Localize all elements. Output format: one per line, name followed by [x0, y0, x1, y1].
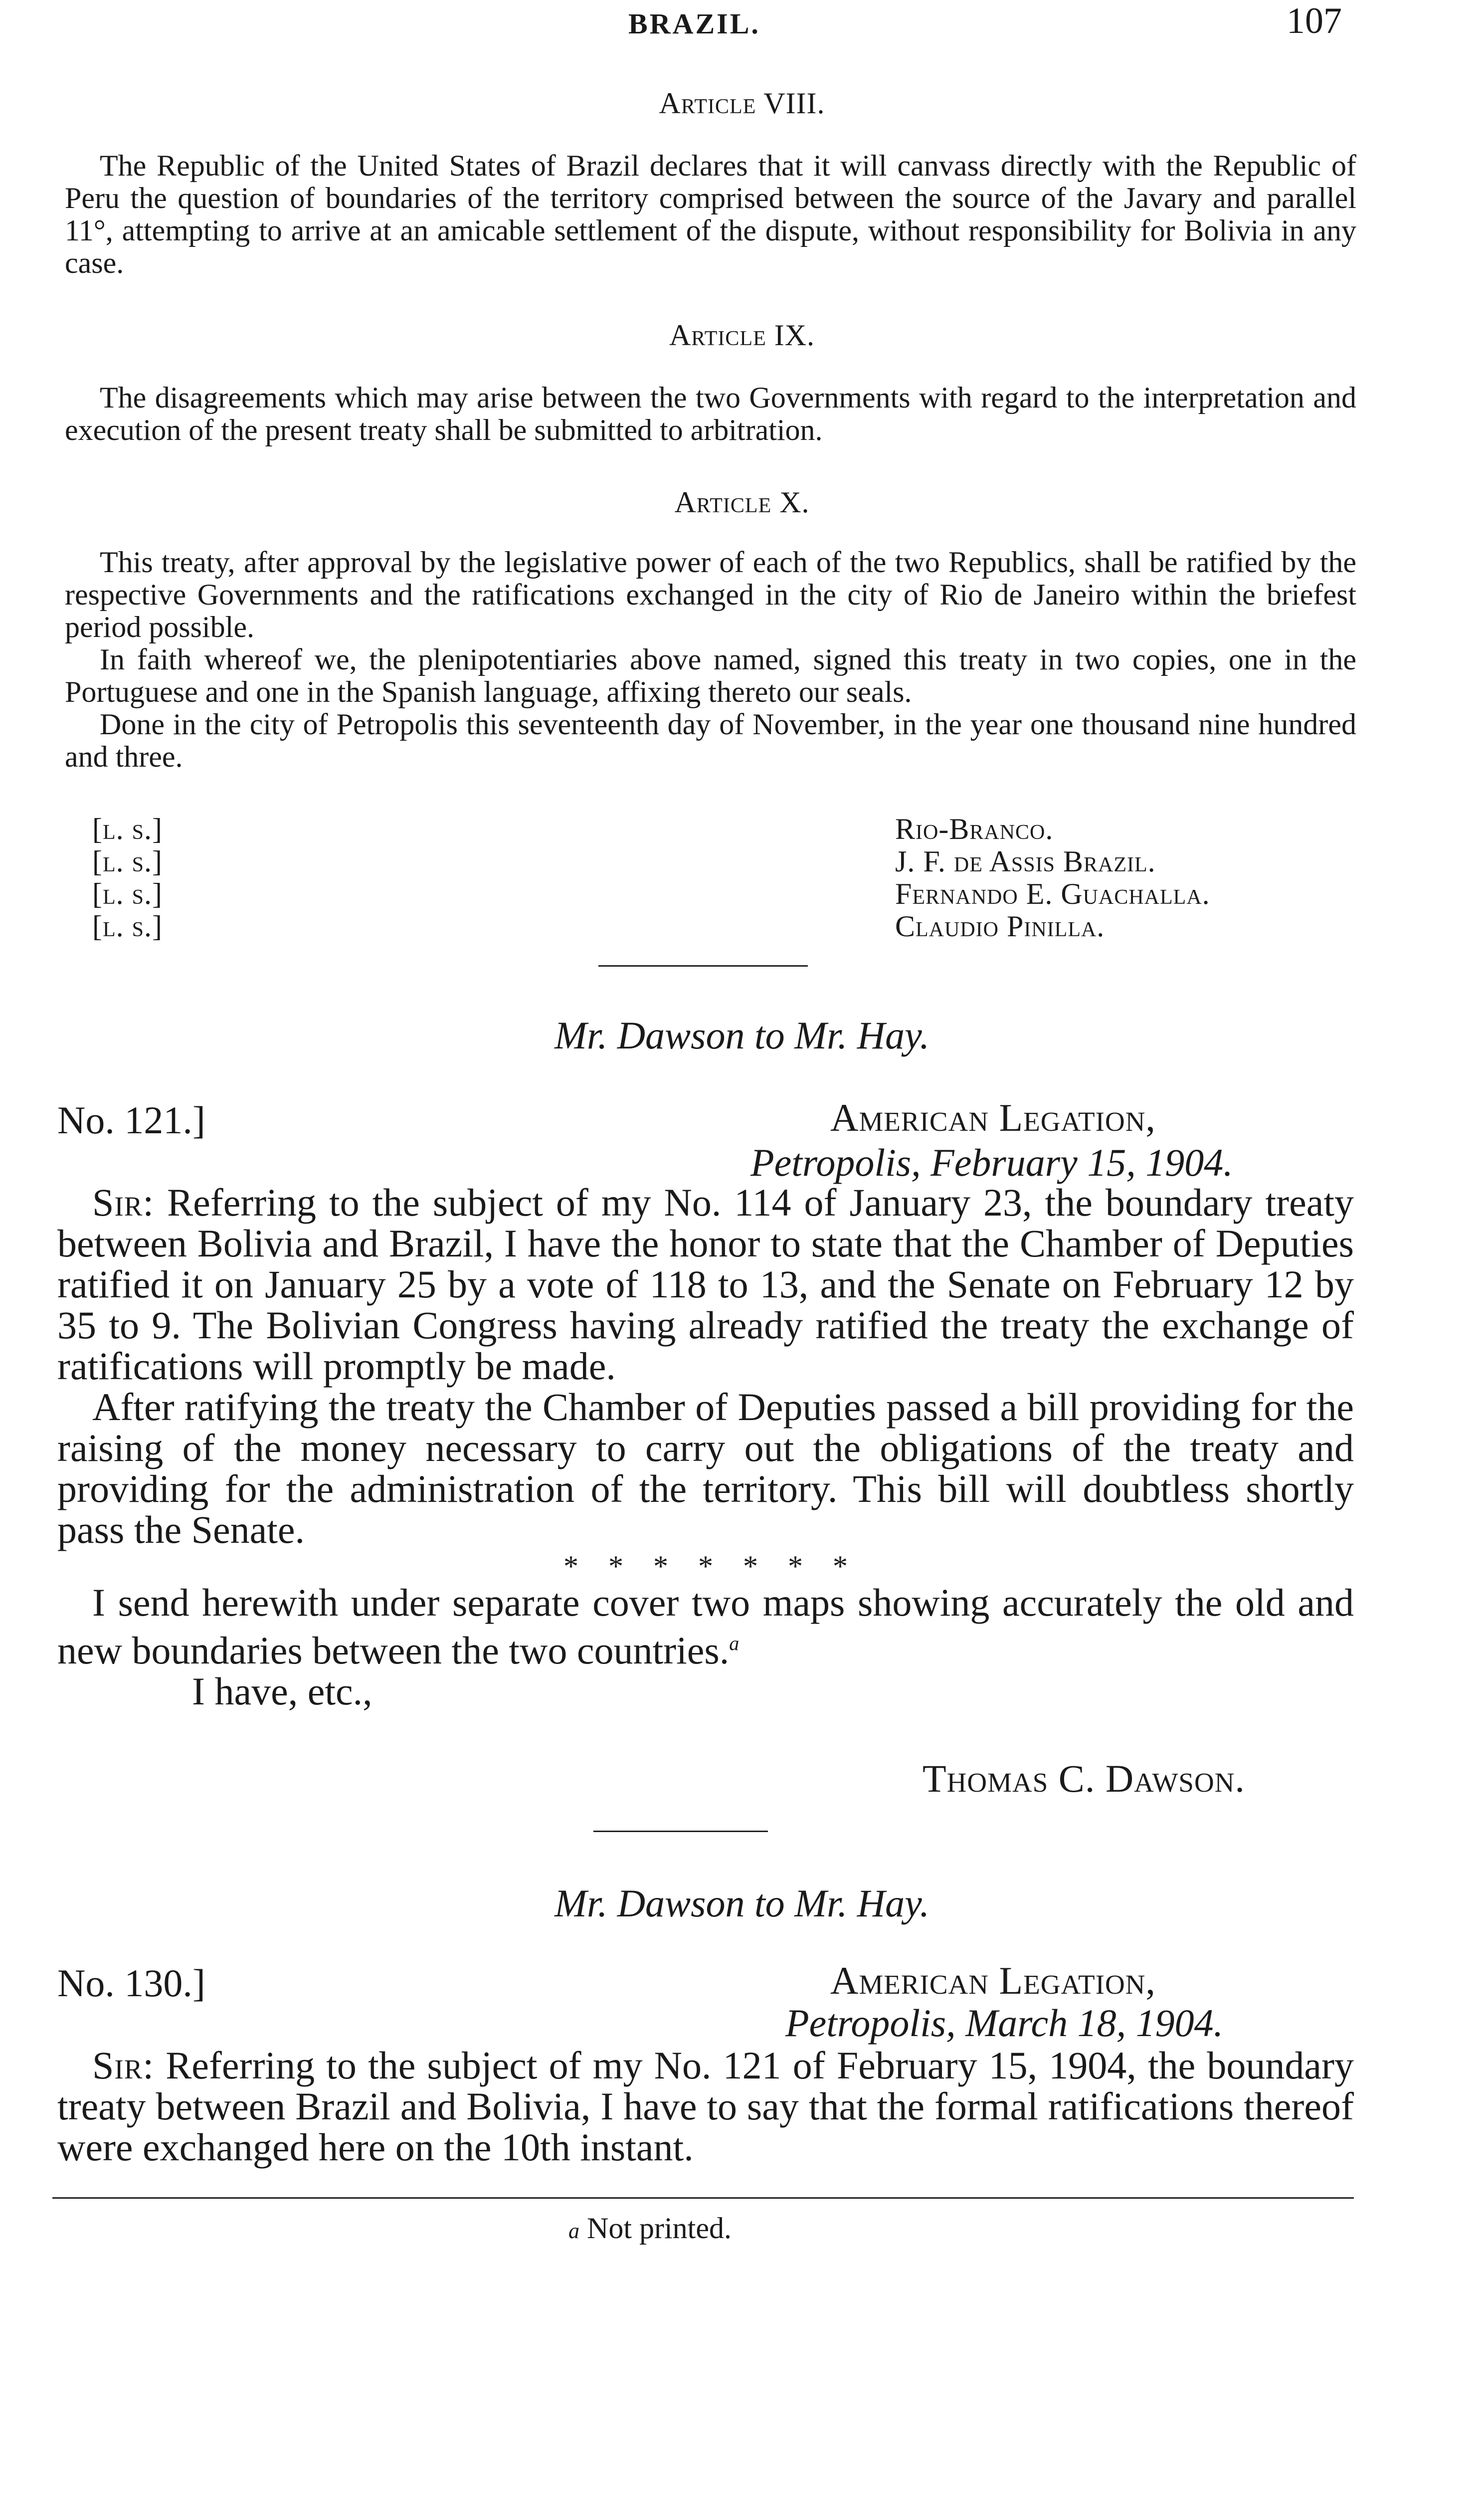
section-divider	[593, 1831, 768, 1832]
footnote-ref: a	[729, 1632, 740, 1655]
footnote-marker: a	[568, 2219, 579, 2243]
letter-sender: American Legation,	[830, 1096, 1156, 1139]
letter-sender: American Legation,	[830, 1959, 1156, 2002]
seal-mark: [l. s.]	[92, 877, 163, 910]
article-viii-heading: Article VIII.	[659, 87, 825, 120]
letter-place-date: Petropolis, February 15, 1904.	[750, 1141, 1233, 1184]
page-number: 107	[1287, 0, 1342, 41]
letter-heading: Mr. Dawson to Mr. Hay.	[555, 1881, 929, 1925]
letter-heading: Mr. Dawson to Mr. Hay.	[555, 1014, 929, 1057]
seal-mark: [l. s.]	[92, 910, 163, 943]
article-viii-text: The Republic of the United States of Brazil declares that it will canvass directly with the Republic of Peru the question of boundaries of the territory comprised between the source of the Javary and parallel 11°, attempting to arrive at an amicable settlement of the dispute, without responsibility for Bolivia in any case.	[65, 149, 1356, 279]
article-x-paragraph: In faith whereof we, the plenipotentiaries above named, signed this treaty in two copies, one in the Portuguese and one in the Spanish language, affixing thereto our seals.	[65, 643, 1356, 708]
article-x-paragraph: Done in the city of Petropolis this seventeenth day of November, in the year one thousand nine hundred and three.	[65, 708, 1356, 773]
letter-body	[57, 1182, 1354, 1712]
signatory-name: Claudio Pinilla.	[895, 910, 1105, 943]
letter-paragraph: After ratifying the treaty the Chamber of Deputies passed a bill providing for the raising of the money necessary to carry out the obligations of the treaty and providing for the administration of the territory. This bill will doubtless shortly pass the Senate.	[57, 1385, 1354, 1551]
letter-paragraph: I send herewith under separate cover two maps showing accurately the old and new boundaries between the two countries.	[57, 1581, 1354, 1672]
seals-column	[92, 813, 163, 943]
letter-signature: Thomas C. Dawson.	[923, 1757, 1245, 1800]
closing: I have, etc.,	[192, 1669, 372, 1713]
footnote-text: Not printed.	[587, 2212, 732, 2245]
article-ix-heading: Article IX.	[669, 319, 815, 352]
signatory-name: Rio-Branco.	[895, 813, 1054, 845]
article-x-body	[65, 546, 1356, 773]
letter-place-date: Petropolis, March 18, 1904.	[785, 2001, 1224, 2045]
signatory-name: Fernando E. Guachalla.	[895, 877, 1210, 910]
section-divider	[598, 965, 808, 967]
running-title: BRAZIL.	[628, 7, 760, 40]
salutation: Sir:	[92, 2044, 155, 2087]
seal-mark: [l. s.]	[92, 813, 163, 845]
letter-number: No. 121.]	[57, 1098, 205, 1142]
letter-paragraph: Referring to the subject of my No. 121 of February 15, 1904, the boundary treaty between Brazil and Bolivia, I have to say that the formal ratifications thereof were exchanged here on the 10th instant.	[57, 2044, 1354, 2169]
letter-body	[57, 2045, 1354, 2168]
footnote-rule	[52, 2197, 1354, 2199]
letter-number: No. 130.]	[57, 1961, 205, 2005]
article-x-heading: Article X.	[674, 486, 810, 519]
asterisks-separator: * * * * * * *	[563, 1550, 848, 1583]
signatories-column	[895, 813, 1210, 943]
article-ix-text: The disagreements which may arise between the two Governments with regard to the interpretation and execution of the present treaty shall be submitted to arbitration.	[65, 381, 1356, 446]
footnote	[568, 2212, 732, 2247]
seal-mark: [l. s.]	[92, 845, 163, 878]
salutation: Sir:	[92, 1181, 155, 1224]
letter-paragraph: Referring to the subject of my No. 114 of January 23, the boundary treaty between Bolivia and Brazil, I have the honor to state that the Chamber of Deputies ratified it on January 25 by a vote of 118 to 13, and the Senate on February 12 by 35 to 9. The Bolivian Congress having already ratified the treaty the exchange of ratifications will promptly be made.	[57, 1181, 1354, 1388]
signatory-name: J. F. de Assis Brazil.	[895, 845, 1156, 878]
article-x-paragraph: This treaty, after approval by the legislative power of each of the two Republics, shall be ratified by the respective Governments and the ratifications exchanged in the city of Rio de Janeiro within the briefest period possible.	[65, 546, 1356, 643]
